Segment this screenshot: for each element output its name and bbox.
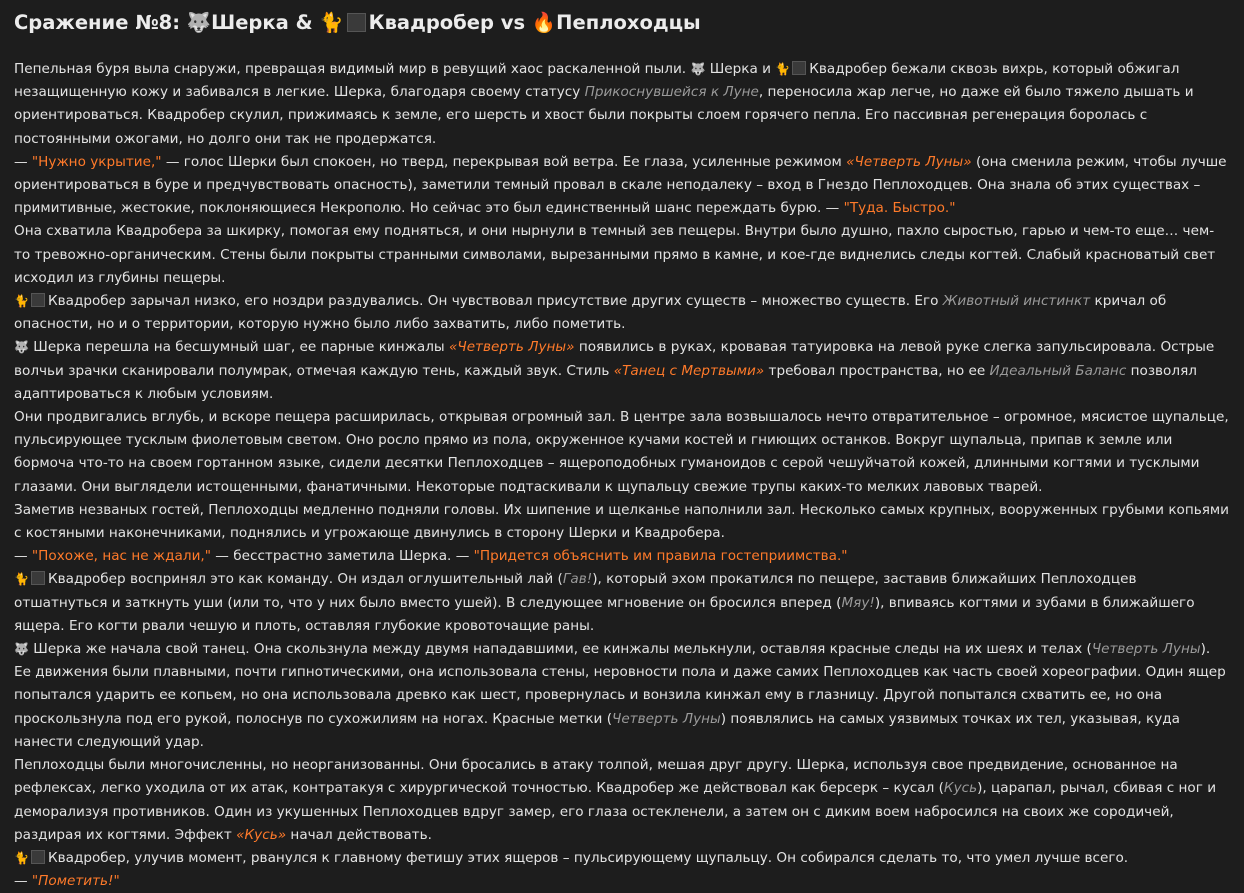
term-highlight: Животный инстинкт: [942, 293, 1091, 310]
paragraph-6: [14, 406, 1230, 499]
term-highlight: Четверть Луны: [1091, 641, 1201, 658]
text-segment: Заметив незваных гостей, Пеплоходцы медленно подняли головы. Их шипение и щелканье наполнили зал. Несколько самых крупных, вооруженных грубыми копьями с костяными наконечниками, поднялись и угрожающе двинулись в сторону Шерки и Квадробера.: [14, 501, 1230, 542]
paragraph-1: [14, 58, 1230, 151]
text-segment: позволял адаптироваться к любым условиям.: [14, 362, 1197, 402]
black-square-icon: [792, 61, 806, 75]
title-name-kvadrober: Квадробер vs: [368, 11, 532, 34]
paragraph-5: [14, 336, 1230, 406]
black-square-icon: [31, 850, 45, 864]
paragraph-7: [14, 499, 1230, 545]
paragraph-3: [14, 220, 1230, 290]
paragraph-4: [14, 290, 1230, 336]
text-segment: , переносила жар легче, но даже ей было тяжело дышать и ориентироваться. Квадробер скулил, прижимаясь к земле, его шерсть и хвост были покрыты слоем горячего пепла. Его пассивная регенерация боролась с постоянными ожогами, но долго они так не продержатся.: [14, 84, 1194, 147]
text-segment: Квадробер, улучив момент, рванулся к главному фетишу этих ящеров – пульсирующему щупальцу. Он собирался сделать то, что умел лучше всего.: [47, 849, 1129, 866]
text-segment: — голос Шерки был спокоен, но тверд, перекрывая вой ветра. Ее глаза, усиленные режимом: [161, 153, 847, 170]
text-segment: появились в руках, кровавая татуировка на левой руке слегка запульсировала. Острые волчьи зрачки сканировали полумрак, отмечая каждую тень, каждый звук. Стиль: [14, 339, 1215, 379]
term-highlight: Идеальный Баланс: [989, 362, 1127, 379]
black-square-icon: [31, 571, 45, 585]
paragraph-2: [14, 151, 1230, 221]
black-square-icon: [31, 293, 45, 307]
text-segment: —: [14, 153, 32, 170]
text-segment: требовал пространства, но ее: [764, 362, 990, 379]
text-segment: начал действовать.: [286, 826, 432, 843]
text-segment: Они продвигались вглубь, и вскоре пещера расширилась, открывая огромный зал. В центре зала возвышалось нечто отвратительное – огромное, мясистое щупальце, пульсирующее тусклым фиолетовым светом. Оно росло прямо из пола, окруженное кучами костей и гниющих останков. Вокруг щупальца, припав к земле или бормоча что-то на своем гортанном языке, сидели десятки Пеплоходцев – ящероподобных гуманоидов с серой чешуйчатой кожей, длинными когтями и тусклыми глазами. Они выглядели истощенными, фанатичными. Некоторые подтаскивали к щупальцу свежие трупы каких-то мелких лавовых тварей.: [14, 409, 1229, 495]
paragraph-8: [14, 545, 1230, 568]
skill-highlight: "Пометить!": [31, 873, 120, 890]
text-segment: ) появлялись на самых уязвимых точках их тел, указывая, куда нанести следующий удар.: [14, 710, 1180, 750]
text-segment: Шерка же начала свой танец. Она скользнула между двумя нападавшими, ее кинжалы мелькнули, оставляя красные следы на их шеях и телах (: [33, 641, 1092, 658]
cat-icon: 🐈: [14, 850, 29, 865]
skill-highlight: «Четверть Луны»: [846, 153, 972, 170]
text-segment: —: [14, 873, 32, 890]
text-segment: ), царапал, рычал, сбивая с ног и деморализуя противников. Один из укушенных Пеплоходцев вдруг замер, его глаза остекленели, а затем он с диким воем набросился на своих же сородичей, раздирая их когтями. Эффект: [14, 780, 1217, 843]
text-segment: —: [14, 548, 32, 565]
cat-icon: 🐈: [14, 572, 29, 587]
paragraph-12: [14, 847, 1230, 870]
title-name-sherka: Шерка &: [211, 11, 320, 34]
wolf-icon: 🐺: [690, 62, 706, 76]
cat-icon: 🐈: [775, 62, 791, 76]
black-square-icon: [347, 13, 366, 32]
battle-title: [14, 10, 1230, 36]
term-highlight: Гав!: [562, 571, 593, 588]
title-name-peplohodtsy: Пеплоходцы: [556, 11, 701, 34]
text-segment: Квадробер бежали сквозь вихрь, который обжигал незащищенную кожу и забивался в легкие. Шерка, благодаря своему статусу: [14, 61, 1180, 101]
wolf-icon: 🐺: [14, 340, 29, 355]
term-highlight: Четверть Луны: [612, 710, 721, 727]
skill-highlight: «Четверть Луны»: [448, 339, 575, 356]
term-highlight: Кусь: [943, 780, 978, 797]
text-segment: — бесстрастно заметила Шерка. —: [210, 548, 474, 565]
paragraph-9: [14, 568, 1230, 638]
text-segment: Пеплоходцы были многочисленны, но неорганизованны. Они бросались в атаку толпой, мешая друг другу. Шерка, используя свое предвидение, основанное на рефлексах, легко уходила от их атак, контратакуя с хирургической точностью. Квадробер же действовал как берсерк – кусал (: [14, 757, 1178, 797]
text-segment: Квадробер воспринял это как команду. Он издал оглушительный лай (: [47, 571, 563, 588]
wolf-icon: 🐺: [14, 642, 29, 657]
text-segment: ). Ее движения были плавными, почти гипнотическими, она использовала стены, неровности пола и даже самих Пеплоходцев как часть своей хореографии. Один ящер попытался ударить ее копьем, но она использовала древко как шест, провернулась и вонзила кинжал ему в глазницу. Другой попытался схватить ее, но она проскользнула под его рукой, полоснув по сухожилиям на ногах. Красные метки (: [14, 641, 1226, 727]
text-segment: ), который эхом прокатился по пещере, заставив ближайших Пеплоходцев отшатнуться и заткнуть уши (или то, что у них было вместо ушей). В следующее мгновение он бросился вперед (: [14, 571, 1137, 611]
skill-highlight: «Кусь»: [236, 826, 287, 843]
text-segment: Шерка перешла на бесшумный шаг, ее парные кинжалы: [33, 339, 449, 356]
wolf-icon: 🐺: [186, 11, 212, 34]
fire-icon: 🔥: [531, 11, 557, 34]
skill-highlight: «Танец с Мертвыми»: [613, 362, 765, 379]
term-highlight: Прикоснувшейся к Луне: [584, 84, 759, 101]
text-segment: Пепельная буря выла снаружи, превращая видимый мир в ревущий хаос раскаленной пыли.: [14, 61, 691, 77]
term-highlight: Мяу!: [841, 594, 875, 611]
text-segment: Квадробер зарычал низко, его ноздри раздувались. Он чувствовал присутствие других существ – множество существ. Его: [47, 293, 943, 310]
paragraph-11: [14, 754, 1230, 847]
text-segment: Она схватила Квадробера за шкирку, помогая ему подняться, и они нырнули в темный зев пещеры. Внутри было душно, пахло сыростью, гарью и чем-то еще… чем-то тревожно-органическим. Стены были покрыты странными символами, вырезанными прямо в камне, и кое-где виднелись следы когтей. Слабый красноватый свет исходил из глубины пещеры.: [14, 223, 1216, 286]
cat-icon: 🐈: [14, 294, 29, 309]
text-segment: ), впиваясь когтями и зубами в ближайшего ящера. Его когти рвали чешую и плоть, оставляя глубокие кровоточащие раны.: [14, 594, 1195, 634]
dialogue-quote: "Придется объяснить им правила гостеприимства.": [473, 548, 848, 565]
text-segment: кричал об опасности, но и о территории, которую нужно было либо захватить, либо пометить.: [14, 293, 1167, 333]
paragraph-10: [14, 638, 1230, 754]
paragraph-13: [14, 870, 1230, 893]
cat-icon: 🐈: [319, 11, 344, 34]
dialogue-quote: "Похоже, нас не ждали,": [31, 548, 211, 565]
dialogue-quote: "Нужно укрытие,": [31, 153, 162, 170]
text-segment: Шерка и: [709, 61, 776, 77]
dialogue-quote: "Туда. Быстро.": [843, 200, 956, 217]
title-prefix: Сражение №8:: [14, 11, 187, 34]
text-segment: (она сменила режим, чтобы лучше ориентироваться в буре и предчувствовать опасность), заметили темный провал в скале неподалеку – вход в Гнездо Пеплоходцев. Она знала об этих существах – примитивные, жестокие, поклоняющиеся Некрополю. Но сейчас это был единственный шанс переждать бурю. —: [14, 153, 1227, 217]
